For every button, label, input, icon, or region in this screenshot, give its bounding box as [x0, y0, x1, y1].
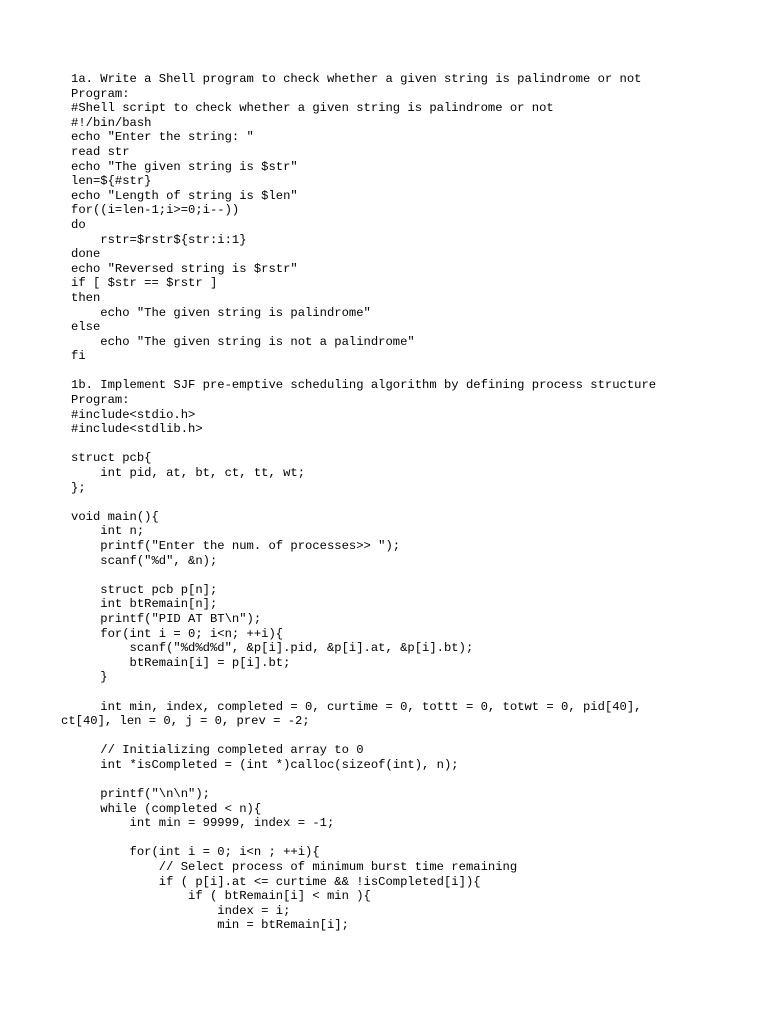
text-line: read str — [71, 144, 130, 159]
text-line: for((i=len-1;i>=0;i--)) — [71, 203, 240, 218]
text-line: if ( btRemain[i] < min ){ — [71, 889, 371, 904]
text-line: struct pcb{ — [71, 451, 152, 466]
text-line: ct[40], len = 0, j = 0, prev = -2; — [61, 714, 310, 729]
text-line: if ( p[i].at <= curtime && !isCompleted[i]){ — [71, 874, 481, 889]
text-line: echo "The given string is not a palindrome" — [71, 334, 415, 349]
text-line: echo "The given string is palindrome" — [71, 305, 371, 320]
text-block — [71, 583, 751, 685]
text-line: #!/bin/bash — [71, 115, 152, 130]
text-line: #include<stdio.h> — [71, 407, 196, 422]
text-block — [71, 378, 751, 436]
text-line: void main(){ — [71, 509, 159, 524]
text-line: Program: — [71, 393, 130, 408]
text-line: // Select process of minimum burst time remaining — [71, 860, 518, 875]
text-line: printf("Enter the num. of processes>> "); — [71, 539, 401, 553]
text-line: echo "Enter the string: " — [71, 130, 254, 145]
text-line: echo "Reversed string is $rstr" — [71, 261, 298, 276]
text-line: for(int i = 0; i<n; ++i){ — [71, 626, 284, 641]
text-line: int *isCompleted = (int *)calloc(sizeof(int), n); — [71, 757, 459, 772]
text-line: rstr=$rstr${str:i:1} — [71, 232, 247, 247]
text-line: int btRemain[n]; — [71, 597, 218, 612]
text-line: printf("\n\n"); — [71, 787, 210, 802]
text-line: } — [71, 670, 108, 685]
text-line: fi — [71, 349, 86, 364]
text-line: int n; — [71, 524, 145, 539]
document-page — [61, 72, 751, 933]
text-line: }; — [71, 480, 86, 495]
text-line: printf("PID AT BT\n"); — [71, 611, 262, 626]
text-line: echo "The given string is $str" — [71, 159, 298, 174]
text-block — [71, 510, 751, 568]
text-line: 1b. Implement SJF pre-emptive scheduling algorithm by defining process structure — [71, 378, 657, 393]
text-line: scanf("%d", &n); — [71, 553, 218, 568]
text-line: #include<stdlib.h> — [71, 422, 203, 437]
text-line: #Shell script to check whether a given string is palindrome or not — [71, 101, 554, 116]
text-line: // Initializing completed array to 0 — [71, 743, 364, 758]
text-line: int pid, at, bt, ct, tt, wt; — [71, 466, 306, 481]
text-line: while (completed < n){ — [71, 801, 262, 816]
text-block — [61, 699, 751, 729]
text-block — [71, 451, 751, 495]
text-line: else — [71, 320, 101, 335]
text-line: min = btRemain[i]; — [71, 918, 349, 933]
text-line: Program: — [71, 86, 130, 101]
text-line: for(int i = 0; i<n ; ++i){ — [71, 845, 320, 860]
text-block — [71, 743, 751, 772]
text-line: done — [71, 247, 101, 262]
text-block — [71, 72, 751, 364]
text-line: then — [71, 290, 101, 305]
text-line: echo "Length of string is $len" — [71, 188, 298, 203]
text-line: 1a. Write a Shell program to check whether a given string is palindrome or not — [71, 72, 642, 86]
text-line: if [ $str == $rstr ] — [71, 276, 218, 291]
text-line: scanf("%d%d%d", &p[i].pid, &p[i].at, &p[i].bt); — [71, 641, 474, 656]
text-block — [71, 845, 751, 933]
text-line: len=${#str} — [71, 174, 152, 189]
text-line: int min, index, completed = 0, curtime = 0, tottt = 0, totwt = 0, pid[40], — [71, 699, 642, 714]
text-line: do — [71, 217, 86, 232]
text-block — [71, 787, 751, 831]
text-line: index = i; — [71, 903, 291, 918]
text-line: struct pcb p[n]; — [71, 582, 218, 597]
text-line: btRemain[i] = p[i].bt; — [71, 655, 291, 670]
text-line: int min = 99999, index = -1; — [71, 816, 335, 831]
